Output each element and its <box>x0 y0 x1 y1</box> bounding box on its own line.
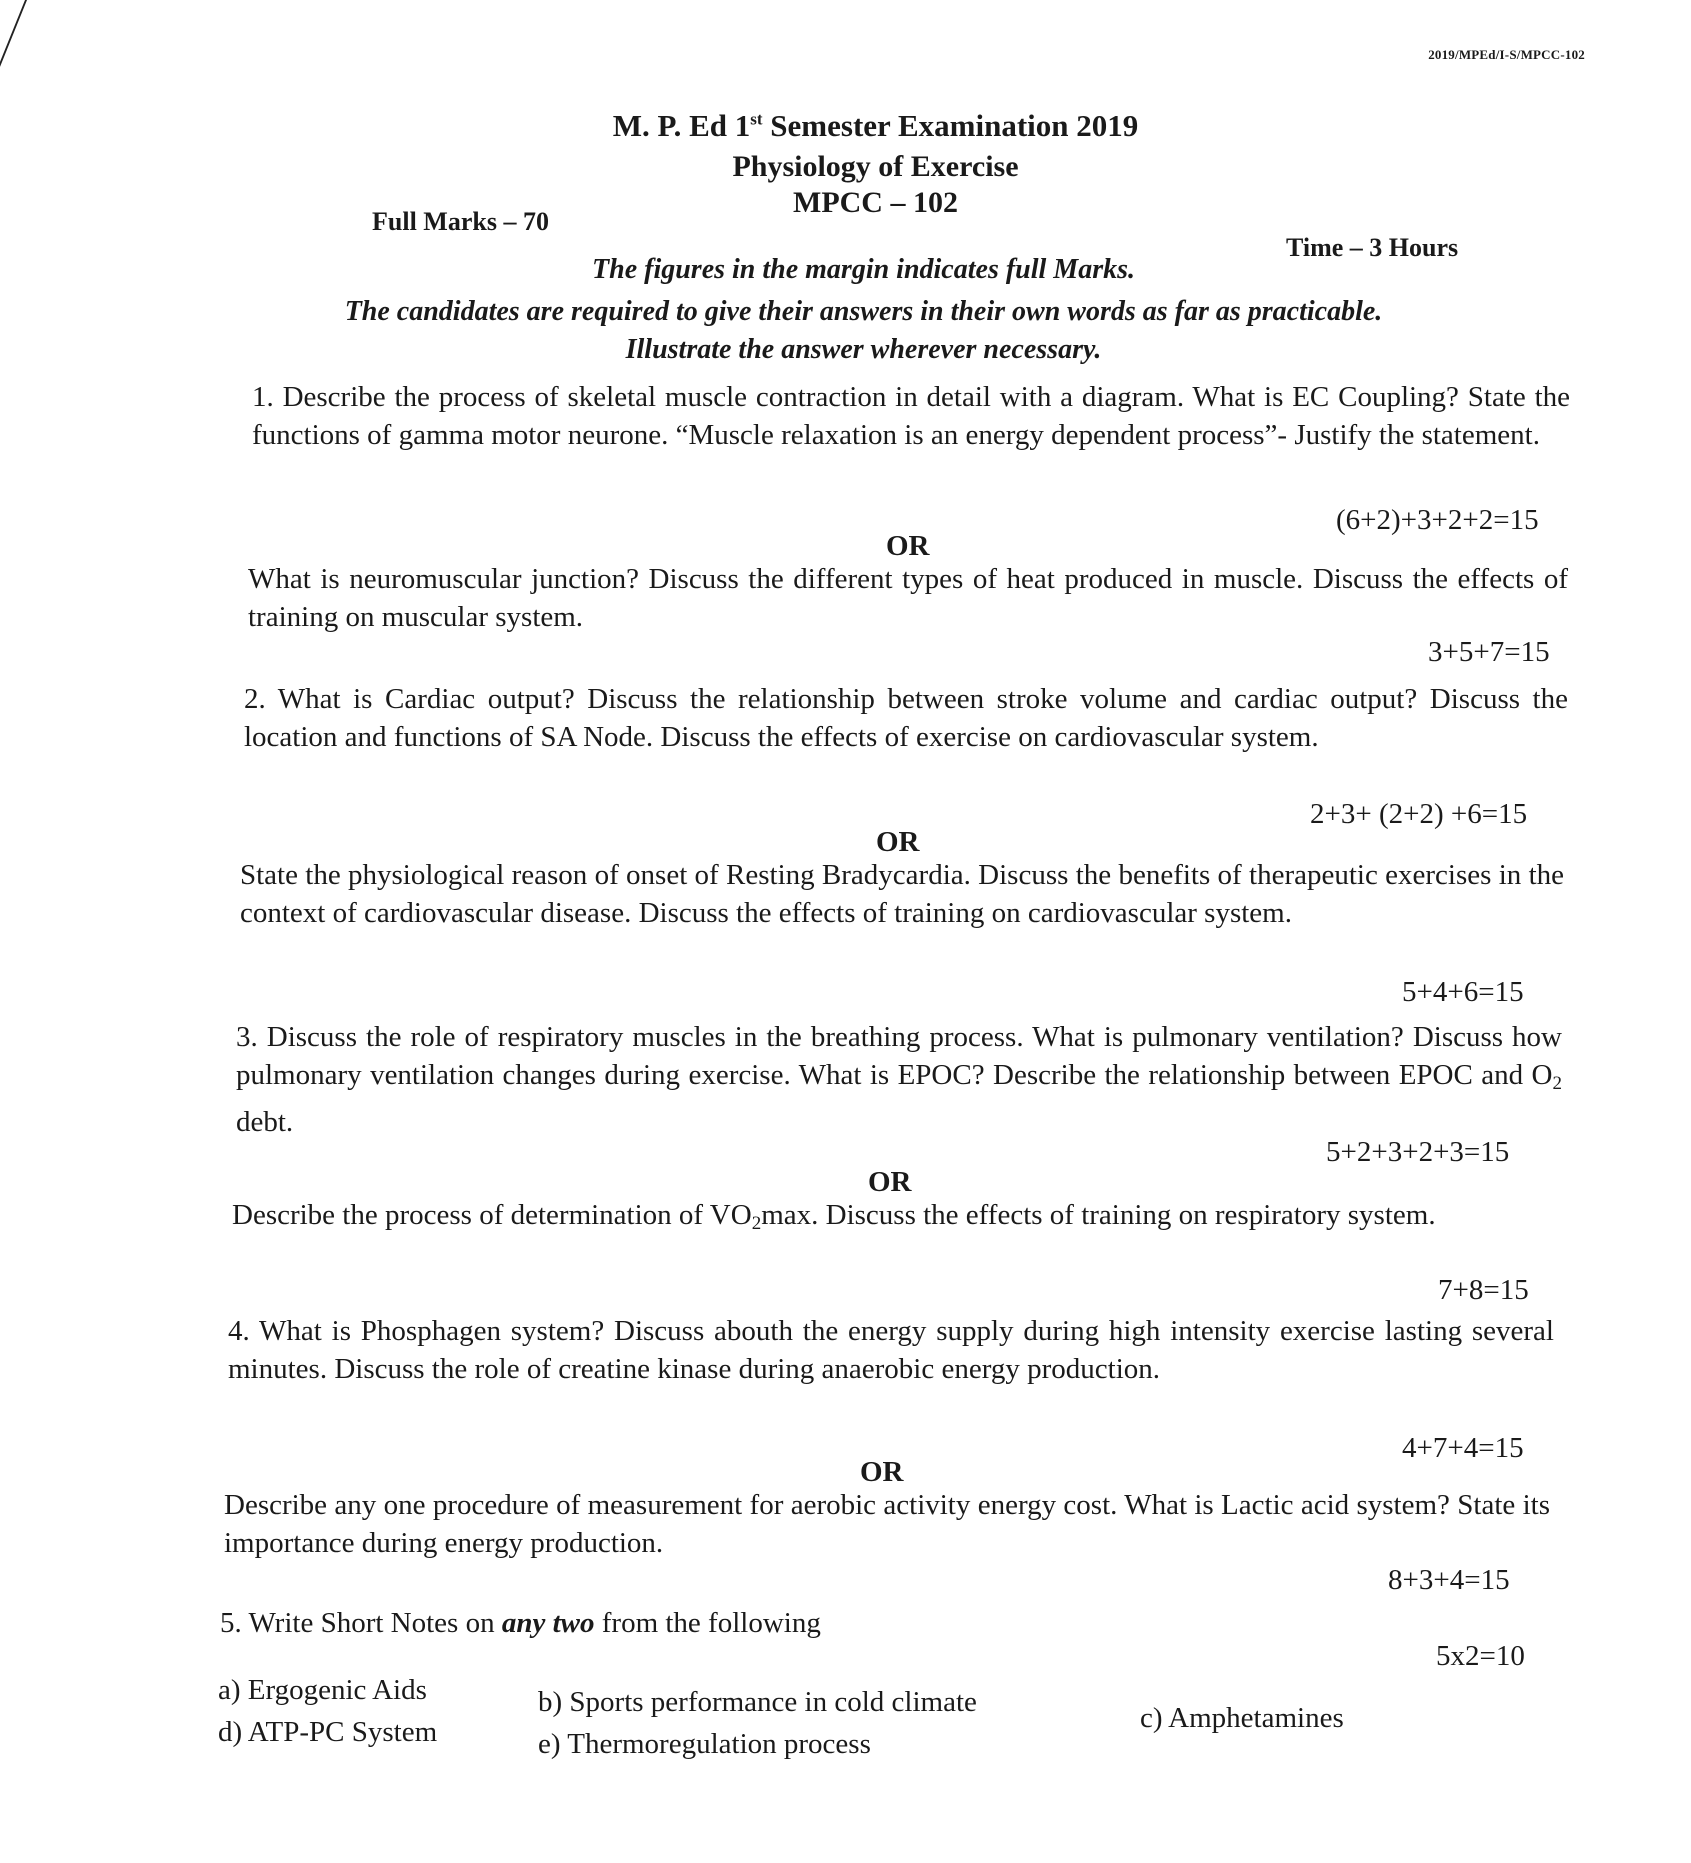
question-4: 4. What is Phosphagen system? Discuss abouth the energy supply during high intensity exercise lasting several minutes. Discuss the role of creatine kinase during anaerobic energy production. <box>228 1315 1554 1385</box>
question-3-alternative-text-end: max. Discuss the effects of training on respiratory system. <box>761 1199 1436 1231</box>
course-code: MPCC – 102 <box>793 186 958 219</box>
exam-title-prefix: M. P. Ed 1 <box>612 108 751 143</box>
question-3-marks: 5+2+3+2+3=15 <box>1326 1136 1510 1168</box>
question-4-alternative-marks: 8+3+4=15 <box>1388 1564 1510 1596</box>
question-2: 2. What is Cardiac output? Discuss the relationship between stroke volume and cardiac output? Discuss the location and functions of SA Node. Discuss the effects of exercise on cardiovascular system. <box>244 683 1568 753</box>
subject-title: Physiology of Exercise <box>732 150 1019 183</box>
instruction-3: Illustrate the answer wherever necessary. <box>625 334 1102 365</box>
or-divider-3: OR <box>868 1166 912 1198</box>
short-note-option-a: a) Ergogenic Aids <box>218 1674 427 1706</box>
or-divider-4: OR <box>860 1456 904 1488</box>
question-5-text-end: from the following <box>594 1607 821 1639</box>
question-3-alternative-subscript: 2 <box>751 1213 762 1234</box>
question-2-alternative: State the physiological reason of onset of Resting Bradycardia. Discuss the benefits of therapeutic exercises in the context of cardiovascular disease. Discuss the effects of training on cardiovascular system. <box>240 859 1564 929</box>
full-marks: Full Marks – 70 <box>372 207 549 236</box>
short-note-option-b: b) Sports performance in cold climate <box>538 1686 977 1718</box>
or-divider-2: OR <box>876 826 920 858</box>
question-3-alternative-text: Describe the process of determination of VO <box>232 1199 752 1231</box>
question-4-marks: 4+7+4=15 <box>1402 1432 1524 1464</box>
question-3-text-end: debt. <box>236 1106 294 1138</box>
paper-code: 2019/MPEd/I-S/MPCC-102 <box>1428 47 1585 62</box>
or-divider-1: OR <box>886 530 930 562</box>
question-1-alternative-marks: 3+5+7=15 <box>1428 636 1550 668</box>
question-4-alternative: Describe any one procedure of measurement for aerobic activity energy cost. What is Lactic acid system? State its importance during energy production. <box>224 1489 1550 1559</box>
question-5-marks: 5x2=10 <box>1436 1640 1525 1672</box>
question-1-alternative: What is neuromuscular junction? Discuss the different types of heat produced in muscle. Discuss the effects of training on muscular system. <box>248 563 1568 633</box>
instruction-2: The candidates are required to give their answers in their own words as far as practicable. <box>344 296 1383 327</box>
short-note-option-d: d) ATP-PC System <box>218 1716 438 1748</box>
time-allowed: Time – 3 Hours <box>1286 233 1459 262</box>
question-3-alternative-marks: 7+8=15 <box>1438 1274 1529 1306</box>
question-5-text: 5. Write Short Notes on <box>220 1607 502 1639</box>
question-3 <box>236 1018 1562 1141</box>
exam-title <box>30 108 1691 144</box>
exam-title-suffix: Semester Examination 2019 <box>770 108 1139 143</box>
question-5-emphasis: any two <box>501 1607 595 1639</box>
question-2-marks: 2+3+ (2+2) +6=15 <box>1310 798 1528 830</box>
instruction-1: The figures in the margin indicates full Marks. <box>592 254 1135 285</box>
question-1-marks: (6+2)+3+2+2=15 <box>1336 504 1539 536</box>
question-3-alternative <box>232 1196 1558 1243</box>
short-note-option-c: c) Amphetamines <box>1140 1702 1344 1734</box>
question-1: 1. Describe the process of skeletal muscle contraction in detail with a diagram. What is EC Coupling? State the functions of gamma motor neurone. “Muscle relaxation is an energy dependent process”- Justify the statement. <box>252 381 1570 451</box>
short-note-option-e: e) Thermoregulation process <box>538 1728 871 1760</box>
exam-title-superscript: st <box>750 109 763 129</box>
question-3-subscript: 2 <box>1552 1073 1562 1094</box>
question-3-text: 3. Discuss the role of respiratory muscles in the breathing process. What is pulmonary ventilation? Discuss how pulmonary ventilation changes during exercise. What is EPOC? Describe the relationship between EPOC and O <box>236 1021 1562 1091</box>
question-5 <box>220 1604 1120 1642</box>
pen-stroke-mark <box>0 0 27 140</box>
question-2-alternative-marks: 5+4+6=15 <box>1402 976 1524 1008</box>
